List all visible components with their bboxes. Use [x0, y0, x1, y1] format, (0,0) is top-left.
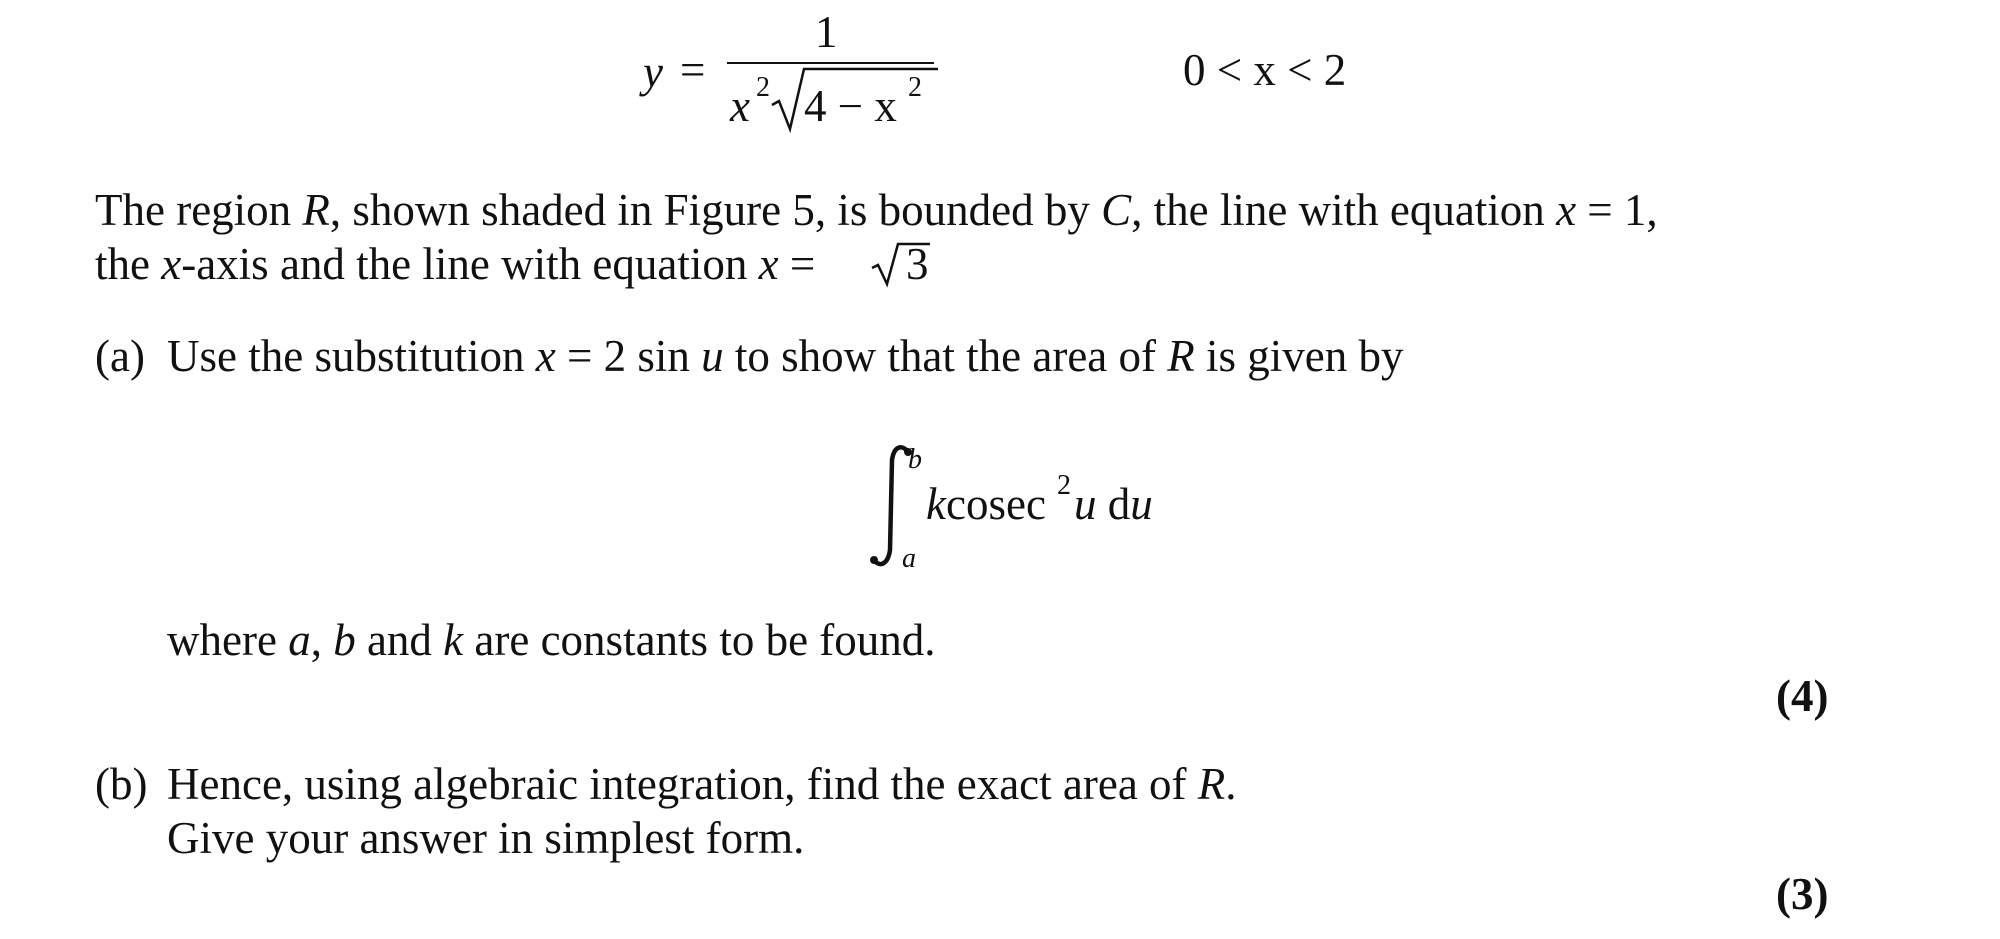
text: , the line with equation [1131, 185, 1557, 235]
part-b-marks: (3) [1776, 869, 1829, 919]
text: where [167, 615, 289, 665]
paragraph-line-2 [95, 238, 815, 290]
paragraph-line-1 [95, 184, 1658, 236]
equation-lhs-y: y [643, 47, 663, 97]
integral-lower-limit: a [902, 543, 916, 574]
text: The region [95, 185, 303, 235]
text: Hence, using algebraic integration, find the exact area of [167, 759, 1198, 809]
text: the [95, 239, 162, 289]
text-d: d [1096, 479, 1131, 529]
var-x: x [1556, 185, 1577, 235]
text: = 1, [1576, 185, 1658, 235]
radicand [804, 80, 897, 132]
part-a-text [167, 330, 1404, 382]
var-b: b [333, 615, 356, 665]
part-a-marks: (4) [1776, 671, 1829, 721]
part-b-label: (b) [95, 759, 148, 809]
text: and [355, 615, 444, 665]
var-a: a [288, 615, 311, 665]
text: Use the substitution [167, 331, 536, 381]
part-a-label: (a) [95, 331, 145, 381]
denominator-x-exponent: 2 [756, 72, 770, 103]
equation-equals: = [680, 45, 706, 95]
text-cosec: cosec [945, 479, 1046, 529]
var-u: u [1074, 479, 1097, 529]
radicand-exponent: 2 [908, 72, 922, 103]
text: = [778, 239, 816, 289]
sqrt-3-radicand: 3 [906, 239, 929, 289]
radicand-text: 4 − x [804, 81, 897, 131]
text: is given by [1194, 331, 1404, 381]
integrand [926, 478, 1046, 530]
integral-upper-limit: b [908, 444, 922, 475]
var-k: k [443, 615, 464, 665]
text: . [1225, 759, 1237, 809]
var-x: x [758, 239, 779, 289]
text: to show that the area of [723, 331, 1168, 381]
where-line [167, 614, 936, 666]
var-u: u [701, 331, 724, 381]
integrand-exponent: 2 [1057, 470, 1071, 501]
denominator-x: x [730, 81, 750, 131]
text: , [310, 615, 334, 665]
var-k: k [926, 479, 946, 529]
part-b-line-1 [167, 758, 1237, 810]
fraction-numerator: 1 [815, 7, 838, 57]
var-u: u [1130, 479, 1153, 529]
var-C: C [1101, 185, 1132, 235]
fraction-bar [727, 62, 934, 64]
var-x: x [535, 331, 556, 381]
text: are constants to be found. [463, 615, 936, 665]
integrand-rest [1074, 478, 1153, 530]
var-R: R [1197, 759, 1226, 809]
var-R: R [302, 185, 330, 235]
text: -axis and the line with equation [181, 239, 759, 289]
var-R: R [1167, 331, 1195, 381]
domain-condition: 0 < x < 2 [1183, 45, 1347, 95]
text: , shown shaded in Figure 5, is bounded by [329, 185, 1102, 235]
var-x: x [161, 239, 182, 289]
part-b-line-2: Give your answer in simplest form. [167, 813, 805, 863]
text: = 2 sin [555, 331, 702, 381]
